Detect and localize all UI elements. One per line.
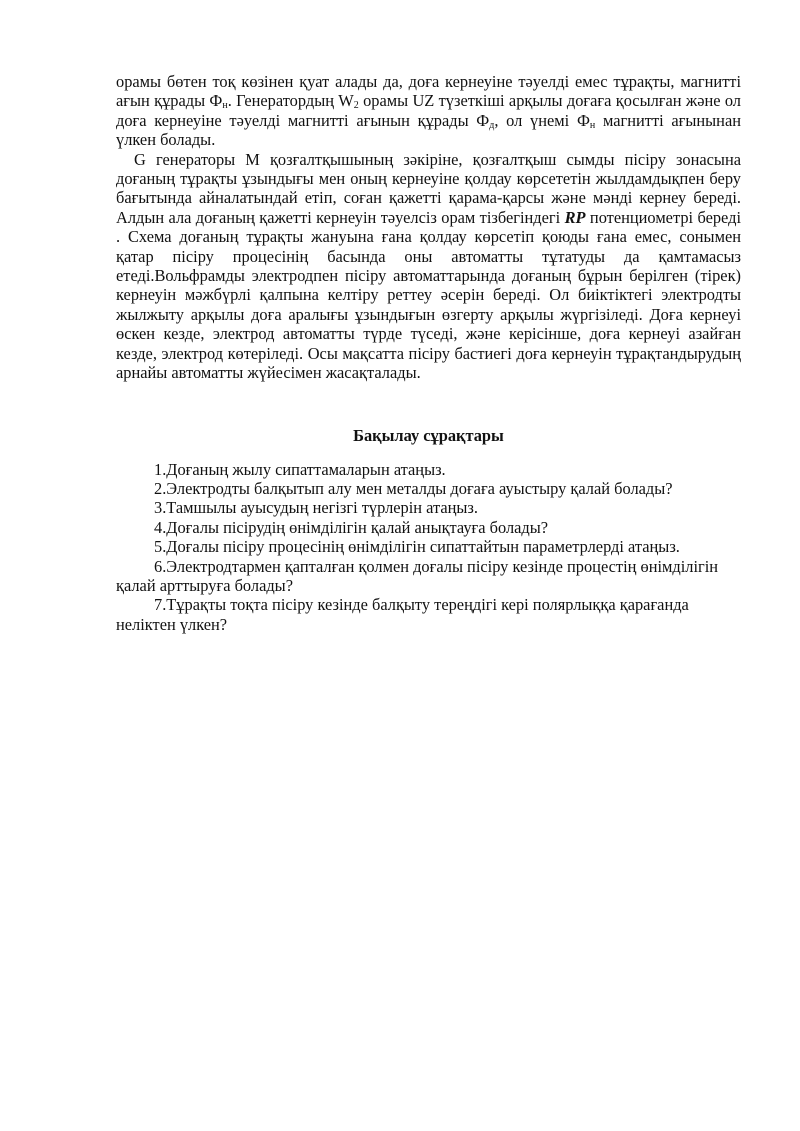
question-number: 1.	[154, 459, 167, 479]
p2-rp-label: RP	[564, 207, 586, 227]
section-heading: Бақылау сұрақтары	[353, 425, 504, 445]
question-text: Тамшылы ауысудың негізгі түрлерін атаңыз.	[166, 498, 478, 518]
question-item-7	[116, 595, 741, 634]
p1-text-e: магнитті ағынынан үлкен болады.	[116, 110, 741, 150]
body-paragraph-2	[116, 150, 741, 383]
p1-subscript-2: 2	[353, 100, 359, 112]
body-paragraph-1	[116, 72, 741, 150]
question-item-1	[116, 460, 741, 479]
p1-text-c: орамы UZ түзеткіші арқылы доғаға қосылған және ол доға кернеуіне тәуелді магнитті ағынын құрады Ф	[116, 91, 741, 130]
p1-text-b: . Генератордың W	[227, 91, 354, 111]
question-text: Электродты балқытып алу мен металды доғаға ауыстыру қалай болады?	[166, 478, 673, 498]
p1-text-a: орамы бөтен тоқ көзінен қуат алады да, доға кернеуіне тәуелді емес тұрақты, магнитті ағын құрады Ф	[116, 72, 741, 111]
question-number: 6.	[154, 556, 167, 576]
question-item-6	[116, 557, 741, 596]
p1-subscript-3: д	[489, 119, 495, 131]
question-item-5	[116, 537, 741, 556]
question-item-2	[116, 479, 741, 498]
questions-list	[116, 460, 741, 635]
question-text: Доғалы пісіру процесінің өнімділігін сипаттайтын параметрлерді атаңыз.	[166, 537, 680, 557]
question-number: 4.	[154, 517, 167, 537]
question-text: Тұрақты тоқта пісіру кезінде балқыту тереңдігі кері полярлыққа қарағанда неліктен үлкен?	[116, 595, 689, 634]
p1-subscript-1: н	[222, 100, 228, 112]
question-number: 3.	[154, 498, 167, 518]
p1-text-d: , ол үнемі Ф	[494, 110, 590, 130]
question-text: Доғалы пісірудің өнімділігін қалай анықтауға болады?	[166, 517, 549, 537]
document-page	[116, 72, 741, 634]
question-item-3	[116, 498, 741, 517]
question-number: 7.	[154, 595, 167, 615]
question-number: 5.	[154, 537, 167, 557]
question-text: Доғаның жылу сипаттамаларын атаңыз.	[166, 459, 446, 479]
question-number: 2.	[154, 478, 167, 498]
question-text: Электродтармен қапталған қолмен доғалы пісіру кезінде процестің өнімділігін қалай арттыруға болады?	[116, 556, 719, 595]
p1-subscript-4: н	[589, 119, 596, 131]
p2-text-b: потенциометрі береді . Схема доғаның тұрақты жануына ғана қолдау көрсетіп қоюды ғана емес, сонымен қатар пісіру процесінің басында оны автоматты тұтатуды да қамтамасыз етеді.Вольфрамды электродпен пісіру автоматтарында доғаның бұрын берілген (тірек) кернеуін мәжбүрлі қалпына келтіру реттеу әсерін береді. Ол биіктіктегі электродты жылжыту арқылы доға аралығы ұзындығын өзгерту арқылы жүргізіледі. Доға кернеуі өскен кезде, электрод автоматты түрде түседі, және керісінше, доға кернеуі азайған кезде, электрод көтеріледі. Осы мақсатта пісіру бастиегі доға кернеуін тұрақтандырудың арнайы автоматты жүйесімен жасақталады.	[116, 207, 742, 383]
p2-text-a: G генераторы М қозғалтқышының зәкіріне, қозғалтқыш сымды пісіру зонасына доғаның тұрақты ұзындығы мен оның кернеуіне қолдау көрсететін жылдамдықпен беру бағытында айналатындай етіп, соған қажетті қарама-қарсы және мәнді кернеу береді. Алдын ала доғаның қажетті кернеуін тәуелсіз орам тізбегіндегі	[116, 149, 741, 227]
question-item-4	[116, 518, 741, 537]
